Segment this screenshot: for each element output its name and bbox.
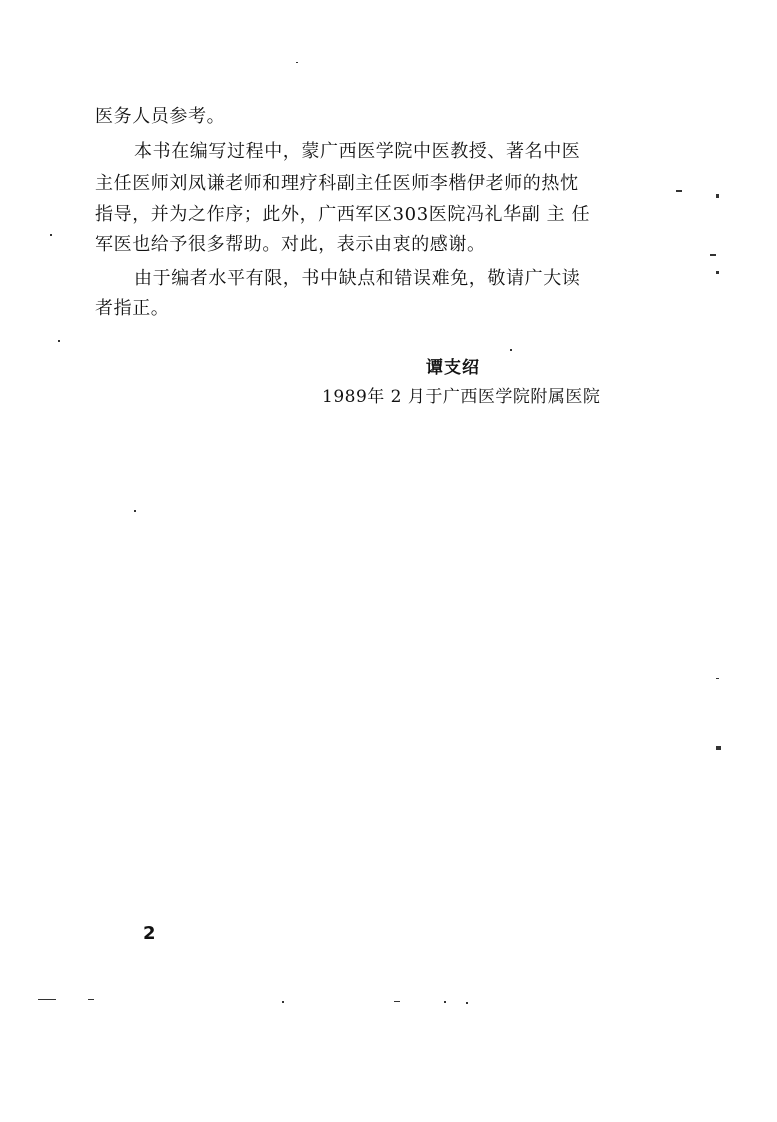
scan-speck bbox=[716, 678, 719, 679]
scan-speck bbox=[58, 340, 60, 342]
scan-speck bbox=[134, 510, 136, 512]
body-line: 者指正。 bbox=[95, 298, 170, 319]
body-line: 本书在编写过程中，蒙广西医学院中医教授、著名中医 bbox=[134, 141, 581, 162]
body-line: 指导，并为之作序；此外，广西军区303医院冯礼华副 主 任 bbox=[95, 204, 591, 225]
body-line: 由于编者水平有限，书中缺点和错误难免，敬请广大读 bbox=[134, 268, 581, 289]
scan-speck bbox=[710, 254, 716, 256]
scan-speck bbox=[510, 349, 512, 351]
scan-speck bbox=[88, 999, 94, 1000]
body-line: 主任医师刘凤谦老师和理疗科副主任医师李楷伊老师的热忱 bbox=[95, 173, 579, 194]
author-signature: 谭支绍 bbox=[426, 358, 480, 378]
scan-speck bbox=[716, 746, 721, 750]
scan-speck bbox=[50, 234, 52, 236]
page-number: 2 bbox=[143, 923, 156, 944]
scan-speck bbox=[716, 271, 719, 274]
scan-speck bbox=[38, 999, 56, 1000]
scan-speck bbox=[716, 194, 719, 198]
scan-speck bbox=[282, 1001, 284, 1003]
scan-speck bbox=[466, 1002, 468, 1004]
scan-speck bbox=[676, 190, 682, 192]
body-line: 医务人员参考。 bbox=[95, 106, 226, 127]
body-line: 军医也给予很多帮助。对此，表示由衷的感谢。 bbox=[95, 234, 486, 255]
scan-speck bbox=[394, 1001, 400, 1002]
scan-speck bbox=[296, 62, 298, 63]
scan-speck bbox=[444, 1001, 446, 1003]
signature-dateline: 1989年 2 月于广西医学院附属医院 bbox=[322, 387, 601, 407]
